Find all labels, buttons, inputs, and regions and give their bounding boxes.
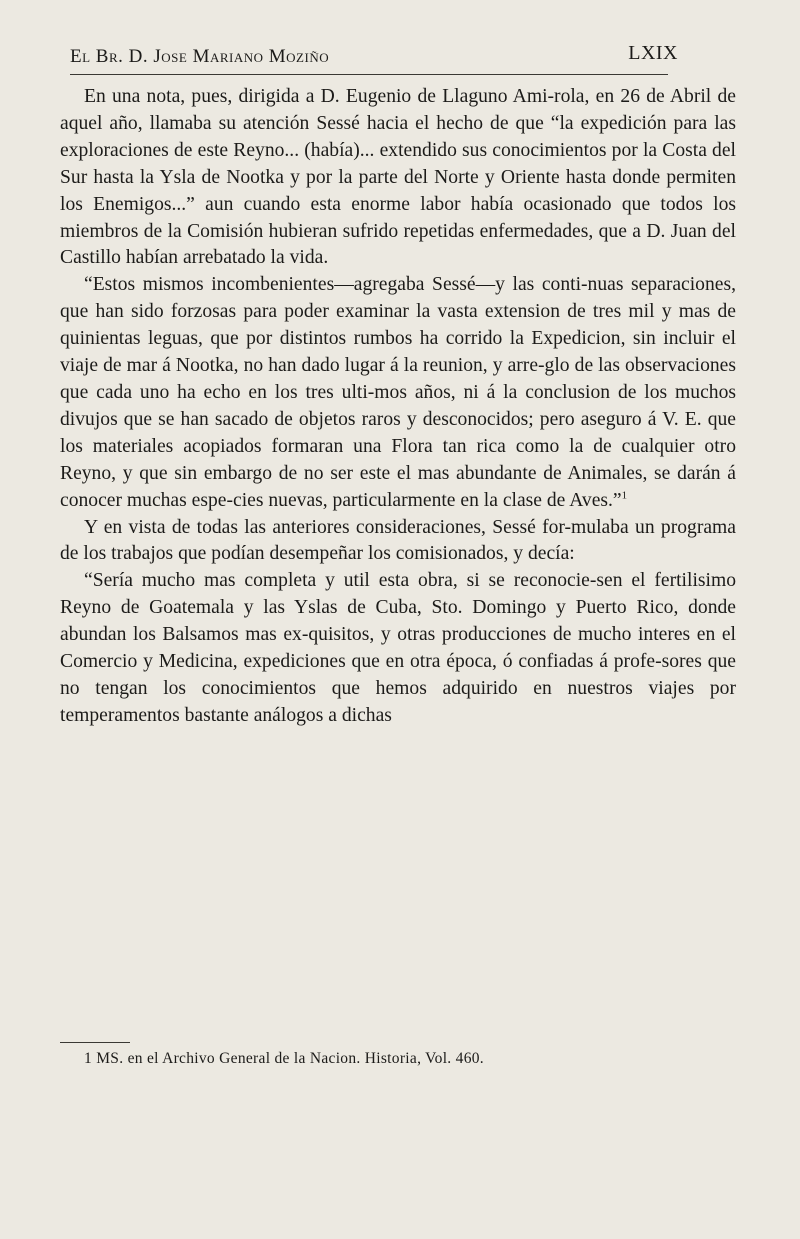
header-rule	[70, 74, 668, 75]
footnote: 1 MS. en el Archivo General de la Nacion. Historia, Vol. 460.	[84, 1050, 484, 1067]
paragraph-1: En una nota, pues, dirigida a D. Eugenio de Llaguno Ami-rola, en 26 de Abril de aquel año, llamaba su atención Sessé hacia el hecho de que “la expedición para las exploraciones de este Reyno... (había)... extendido sus conocimientos por la Costa del Sur hasta la Ysla de Nootka y por la parte del Norte y Oriente hasta donde permiten los Enemigos...” aun cuando esta enorme labor había ocasionado que todos los miembros de la Comisión hubieran sufrido repetidas enfermedades, que a D. Juan del Castillo habían arrebatado la vida.	[60, 86, 736, 269]
paragraph-4: “Sería mucho mas completa y util esta obra, si se reconocie-sen el fertilisimo Reyno de Goatemala y las Yslas de Cuba, Sto. Domingo y Puerto Rico, donde abundan los Balsamos mas ex-quisitos, y otras producciones de mucho interes en el Comercio y Medicina, expediciones que en otra época, ó confiadas á profe-sores que no tengan los conocimientos que hemos adquirido en nuestros viajes por temperamentos bastante análogos a dichas	[60, 570, 736, 726]
paragraph-2	[60, 272, 736, 514]
paragraph-3: Y en vista de todas las anteriores consideraciones, Sessé for-mulaba un programa de los trabajos que podían desempeñar los comisionados, y decía:	[60, 516, 736, 565]
footnote-rule	[60, 1042, 130, 1043]
body-text	[60, 84, 736, 730]
running-title: El Br. D. Jose Mariano Moziño	[70, 46, 330, 67]
page-number: LXIX	[628, 42, 678, 64]
footnote-marker: 1	[621, 489, 628, 502]
paragraph-2-text: “Estos mismos incombenientes—agregaba Sessé—y las conti-nuas separaciones, que han sido forzosas para poder examinar la vasta extension de tres mil y mas de quinientas leguas, que por distintos rumbos ha corrido la Expedicion, sin incluir el viaje de mar á Nootka, no han dado lugar á la reunion, y arre-glo de las observaciones que cada uno ha echo en los tres ulti-mos años, ni á la conclusion de los muchos divujos que se han sacado de objetos raros y desconocidos; pero aseguro á V. E. que los materiales acopiados formaran una Flora tan rica como la de cualquier otro Reyno, y que sin embargo de no ser este el mas abundante de Animales, se darán á conocer muchas espe-cies nuevas, particularmente en la clase de Aves.”	[60, 274, 736, 511]
running-head	[70, 40, 730, 80]
